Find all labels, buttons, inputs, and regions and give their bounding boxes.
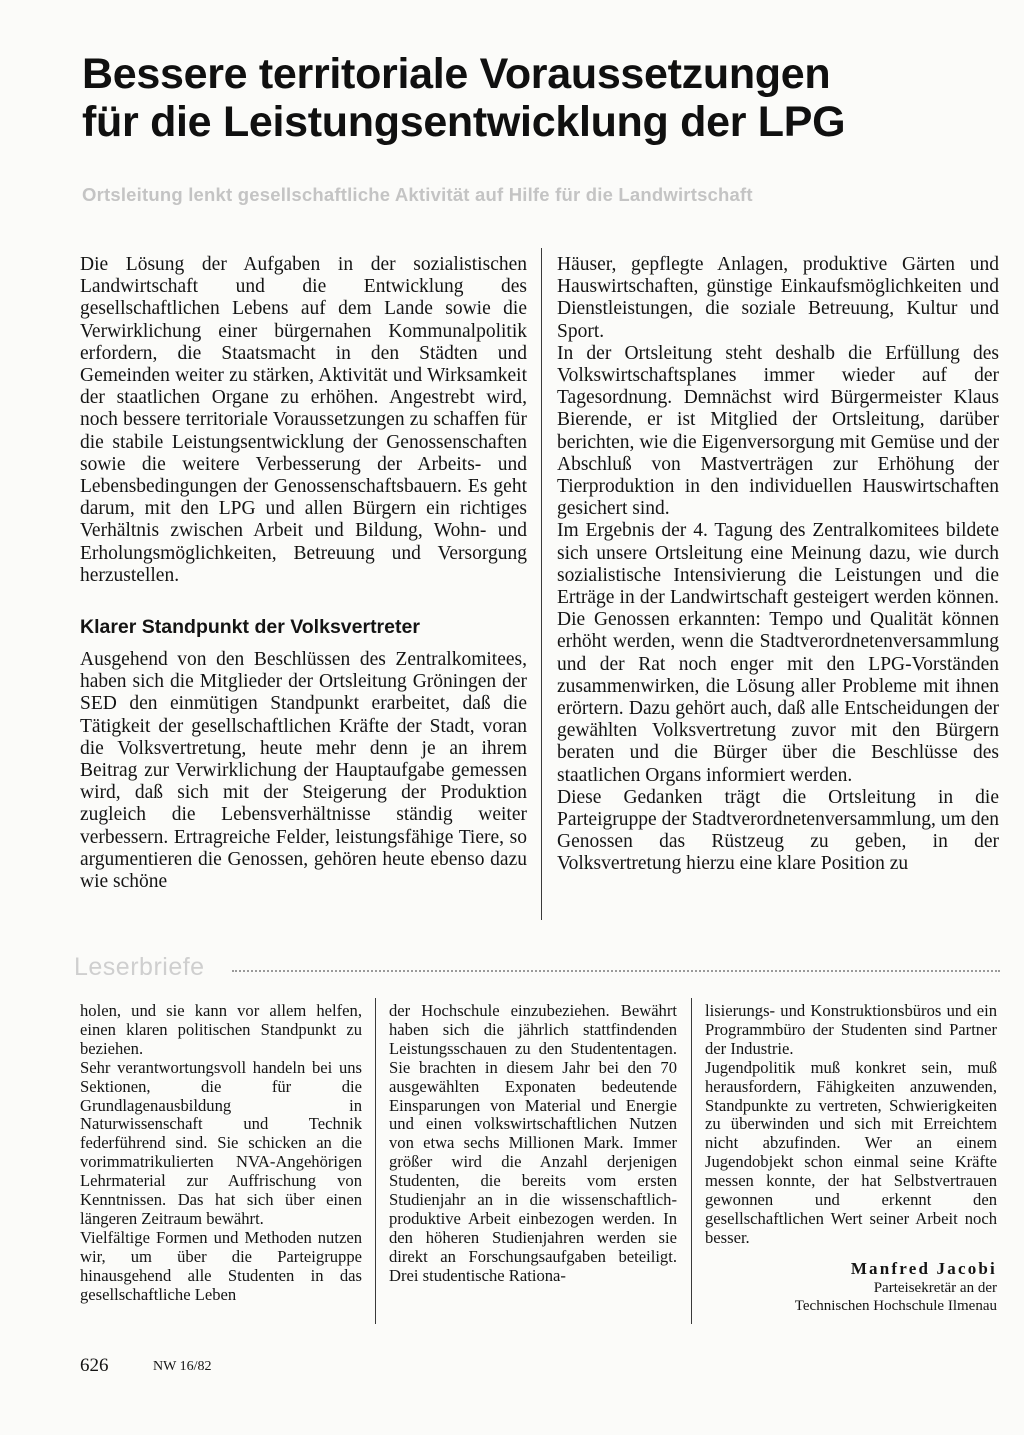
column-divider bbox=[375, 998, 376, 1324]
letters-column-2 bbox=[389, 1002, 677, 1286]
article-paragraph: Diese Gedanken trägt die Ortsleitung in die Parteigruppe der Stadtverordnetenversammlung, um den Genossen das Rüstzeug zu geben, in der Volksvertretung hierzu eine klare Position zu bbox=[557, 786, 999, 875]
section-label: Leserbriefe bbox=[74, 953, 205, 981]
article-intro-paragraph: Die Lösung der Aufgaben in der sozialistischen Landwirtschaft und die Entwicklung des gesellschaftlichen Lebens auf dem Lande sowie die Verwirklichung einer bürgernahen Kommunalpolitik erfordern, die Staatsmacht in den Städten und Gemeinden weiter zu stärken, Aktivität und Wirksamkeit der staatlichen Organe zu erhöhen. Angestrebt wird, noch bessere territoriale Voraussetzungen zu schaffen für die stabile Leistungsentwicklung der Genossenschaften sowie die weitere Verbesserung der Arbeits- und Lebensbedingungen der Genossenschaftsbauern. Es geht darum, mit den LPG und allen Bürgern ein richtiges Verhältnis zwischen Arbeit und Bildung, Wohn- und Erholungsmöglichkeiten, Betreuung und Versorgung herzustellen. bbox=[80, 254, 527, 586]
headline bbox=[82, 50, 982, 146]
page-footer bbox=[80, 1354, 380, 1378]
letters-column-1 bbox=[80, 1002, 362, 1305]
section-heading: Klarer Standpunkt der Volksvertreter bbox=[80, 616, 420, 639]
headline-line-2: für die Leistungsentwicklung der LPG bbox=[82, 98, 846, 146]
article-paragraph: Ausgehend von den Beschlüssen des Zentralkomitees, haben sich die Mitglieder der Ortsleitung Gröningen der SED den einmütigen Standpunkt erarbeitet, daß die Tätigkeit der gesellschaftlichen Kräfte der Stadt, voran die Volksvertretung, heute mehr denn je an ihrem Beitrag zur Verwirklichung der Hauptaufgabe gemessen wird, daß sich mit der Steigerung der Produktion zugleich die Lebensverhältnisse ständig weiter verbessern. Ertragreiche Felder, leistungsfähige Tiere, so argumentieren die Genossen, gehören heute ebenso dazu wie schöne bbox=[80, 649, 527, 893]
letters-paragraph: Sehr verantwortungsvoll handeln bei uns Sektionen, die für die Grundlagenausbildung in Naturwissenschaft und Technik federführend sind. Sie schicken an die vorimmatrikulierten NVA-Angehörigen Lehrmaterial zur Auffrischung von Kenntnissen. Das hat sich über einen längeren Zeitraum bewährt. bbox=[80, 1057, 362, 1228]
article-column-left bbox=[80, 254, 527, 893]
letters-paragraph: Jugendpolitik muß konkret sein, muß herausfordern, Fähigkeiten anzuwenden, Standpunkte zu vertreten, Schwierigkeiten zu überwinden und sich mit Erreichtem nicht abzufinden. Wer an einem Jugendobjekt schon einmal seine Kräfte messen konnte, der hat Selbstvertrauen gewonnen und erkennt den gesellschaftlichen Wert seiner Arbeit noch besser. bbox=[705, 1057, 997, 1247]
letters-paragraph: lisierungs- und Konstruktionsbüros und ein Programmbüro der Studenten sind Partner der Industrie. bbox=[705, 1001, 997, 1058]
letters-paragraph: der Hochschule einzubeziehen. Bewährt haben sich die jährlich stattfindenden Leistungsschauen zu den Studententagen. Sie brachten in diesem Jahr bei den 70 ausgewählten Exponaten bedeutende Einsparungen von Material und Energie und einen volkswirtschaftlichen Nutzen von etwa sechs Millionen Mark. Immer größer wird die Anzahl derjenigen Studenten, die bereits vom ersten Studienjahr an in die wissenschaftlich-produktive Arbeit einbezogen werden. In den höheren Studienjahren werden sie direkt an Forschungsaufgaben beteiligt. Drei studentische Rationa- bbox=[389, 1001, 677, 1285]
subheadline: Ortsleitung lenkt gesellschaftliche Aktivität auf Hilfe für die Landwirtschaft bbox=[82, 184, 753, 205]
author-role-line-1: Parteisekretär an der bbox=[873, 1279, 997, 1296]
column-divider bbox=[691, 998, 692, 1324]
author-role-line-2: Technischen Hochschule Ilmenau bbox=[794, 1297, 997, 1314]
page-number: 626 bbox=[80, 1355, 109, 1376]
signature-block bbox=[705, 1258, 997, 1315]
letters-paragraph: holen, und sie kann vor allem helfen, einen klaren politischen Standpunkt zu beziehen. bbox=[80, 1001, 362, 1058]
column-divider bbox=[541, 248, 542, 920]
section-banner bbox=[74, 950, 1004, 986]
letters-paragraph: Vielfältige Formen und Methoden nutzen wir, um über die Parteigruppe hinausgehend alle Studenten in das gesellschaftliche Leben bbox=[80, 1227, 362, 1304]
article-paragraph: In der Ortsleitung steht deshalb die Erfüllung des Volkswirtschaftsplanes immer wieder auf der Tagesordnung. Demnächst wird Bürgermeister Klaus Bierende, er ist Mitglied der Ortsleitung, darüber berichten, wie die Eigenversorgung mit Gemüse und der Abschluß von Mastverträgen zur Erhöhung der Tierproduktion in den individuellen Hauswirtschaften gesichert sind. bbox=[557, 342, 999, 520]
article-column-right bbox=[557, 254, 999, 876]
letters-column-3 bbox=[705, 1002, 997, 1315]
author-role bbox=[705, 1279, 997, 1315]
issue-reference: NW 16/82 bbox=[153, 1359, 212, 1374]
article-paragraph: Häuser, gepflegte Anlagen, produktive Gärten und Hauswirtschaften, günstige Einkaufsmöglichkeiten und Dienstleistungen, die soziale Betreuung, Kultur und Sport. bbox=[557, 254, 999, 342]
dotted-rule bbox=[232, 970, 1000, 972]
article-paragraph: Im Ergebnis der 4. Tagung des Zentralkomitees bildete sich unsere Ortsleitung eine Meinung dazu, wie durch sozialistische Intensivierung die Leistungen und die Erträge in der Landwirtschaft gesteigert werden können. Die Genossen erkannten: Tempo und Qualität können erhöht werden, wenn die Stadtverordnetenversammlung und der Rat noch enger mit den LPG-Vorständen zusammenwirken, die Lösung aller Probleme mit ihnen erörtern. Dazu gehört auch, daß alle Entscheidungen der gewählten Volksvertretung zuvor mit den Bürgern beraten und die Bürger über die Beschlüsse des staatlichen Organs informiert werden. bbox=[557, 520, 999, 786]
author-name: Manfred Jacobi bbox=[850, 1258, 997, 1278]
headline-line-1: Bessere territoriale Voraussetzungen bbox=[82, 50, 831, 98]
